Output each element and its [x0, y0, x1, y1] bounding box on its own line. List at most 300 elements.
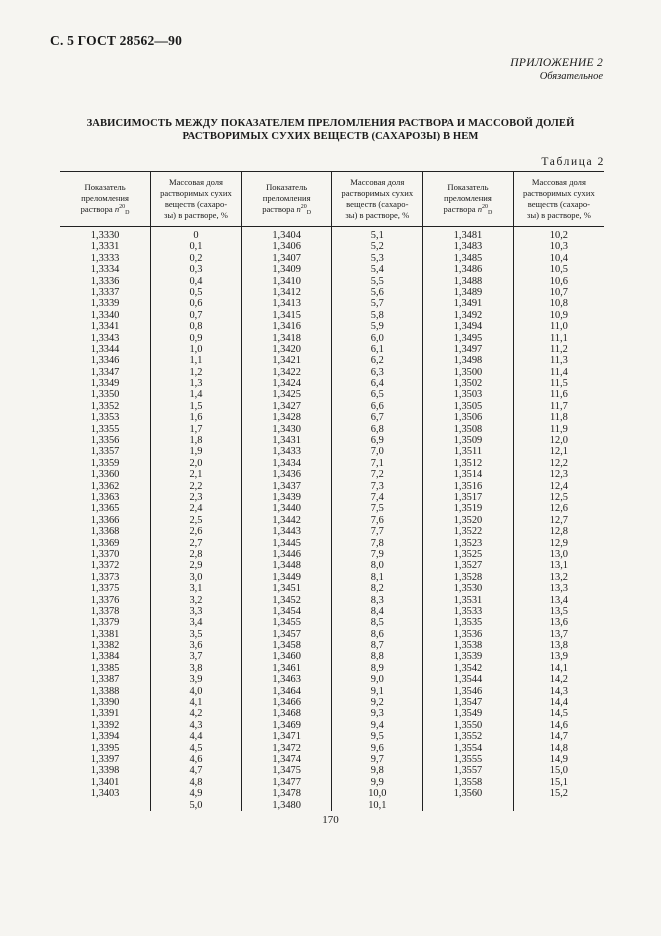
table-cell: 1,3508 — [453, 423, 483, 435]
header-text: зы) в растворе, % — [164, 210, 228, 220]
table-cell: 1,4 — [189, 389, 203, 401]
table-cell: 11,1 — [549, 332, 568, 344]
table-body-row — [60, 227, 604, 811]
table-cell: 1,3492 — [453, 309, 483, 321]
table-cell: 1,3413 — [272, 298, 301, 310]
table-cell: 4,6 — [189, 753, 203, 765]
table-cell: 7,1 — [370, 457, 384, 469]
table-cell: 14,3 — [549, 685, 568, 697]
table-cell: 3,0 — [189, 571, 203, 583]
table-cell: 2,8 — [189, 548, 203, 560]
table-cell: 10,4 — [549, 252, 568, 264]
table-cell: 11,3 — [549, 355, 568, 367]
table-cell: 4,0 — [189, 685, 203, 697]
table-cell: 1,3472 — [272, 742, 301, 754]
table-cell: 12,2 — [549, 457, 568, 469]
table-cell: 1,3415 — [272, 309, 301, 321]
table-cell: 1,3448 — [272, 560, 301, 572]
table-cell: 4,9 — [189, 788, 203, 800]
table-cell: 1,3486 — [453, 264, 483, 276]
table-cell: 11,6 — [549, 389, 568, 401]
appendix-label — [510, 57, 603, 83]
table-cell: 1,5 — [189, 400, 203, 412]
table-cell: 5,0 — [189, 799, 203, 811]
table-cell: 5,4 — [370, 264, 384, 276]
table-cell: 14,4 — [549, 697, 568, 709]
table-cell: 1,3546 — [453, 685, 483, 697]
table-cell: 6,2 — [370, 355, 384, 367]
table-cell: 1,3436 — [272, 469, 301, 481]
table-cell: 1,7 — [189, 423, 203, 435]
table-cell: 1,3403 — [90, 788, 120, 800]
table-cell: 1,3369 — [90, 537, 120, 549]
header-text: Показатель — [447, 181, 489, 192]
table-cell: 4,4 — [189, 731, 203, 743]
table-cell: 1,3352 — [90, 400, 120, 412]
table-cell: 1,3457 — [272, 628, 301, 640]
table-cell: 11,2 — [549, 343, 568, 355]
table-cell: 1,3430 — [272, 423, 301, 435]
table-cell: 1,3531 — [453, 594, 483, 606]
header-subscript: D — [488, 209, 493, 216]
table-cell: 8,2 — [370, 583, 384, 595]
table-cell: 1,3536 — [453, 628, 483, 640]
table-cell: 7,5 — [370, 503, 384, 515]
table-cell: 1,3445 — [272, 537, 301, 549]
table-cell: 3,8 — [189, 662, 203, 674]
table-cell: 1,3334 — [90, 264, 120, 276]
table-cell: 11,9 — [549, 423, 568, 435]
table-cell: 1,3485 — [453, 252, 483, 264]
table-cell: 2,1 — [189, 469, 203, 481]
table-cell: 10,9 — [549, 309, 568, 321]
table-cell: 1,3527 — [453, 560, 483, 572]
table-cell: 3,3 — [189, 605, 203, 617]
header-text: преломления — [262, 192, 311, 203]
table-cell: 1,3397 — [90, 753, 120, 765]
table-cell: 1,3449 — [272, 571, 301, 583]
table-cell: 13,0 — [549, 548, 568, 560]
refraction-table — [60, 171, 604, 811]
table-cell: 1,3533 — [453, 605, 483, 617]
table-cell: 15,0 — [549, 765, 568, 777]
table-cell: 13,8 — [549, 640, 568, 652]
table-cell: 2,4 — [189, 503, 203, 515]
table-cell: 4,8 — [189, 776, 203, 788]
table-cell: 14,8 — [549, 742, 568, 754]
table-cell: 4,2 — [189, 708, 203, 720]
table-cell: 0,7 — [189, 309, 203, 321]
table-cell: 1,6 — [189, 412, 203, 424]
table-cell: 1,3431 — [272, 435, 301, 447]
table-cell: 9,0 — [370, 674, 384, 686]
table-cell: 14,9 — [549, 753, 568, 765]
table-cell: 11,8 — [549, 412, 568, 424]
table-cell: 1,3466 — [272, 697, 301, 709]
table-cell: 7,6 — [370, 514, 384, 526]
table-cell: 1,3519 — [453, 503, 483, 515]
table-cell: 1,3446 — [272, 548, 301, 560]
table-cell: 9,4 — [370, 719, 384, 731]
table-cell: 3,9 — [189, 674, 203, 686]
table-cell: 1,3489 — [453, 286, 483, 298]
table-cell: 0 — [193, 230, 199, 241]
table-cell: 1,3469 — [272, 719, 301, 731]
table-cell: 1,3404 — [272, 230, 301, 241]
table-cell: 1,3421 — [272, 355, 301, 367]
table-cell: 1,9 — [189, 446, 203, 458]
table-cell: 1,3494 — [453, 321, 483, 333]
table-cell: 1,3359 — [90, 457, 120, 469]
table-cell: 13,6 — [549, 617, 568, 629]
table-cell: 1,3360 — [90, 469, 120, 481]
table-cell: 6,9 — [370, 435, 384, 447]
table-cell: 8,1 — [370, 571, 384, 583]
table-cell: 10,3 — [549, 241, 568, 253]
table-cell: 1,3357 — [90, 446, 120, 458]
table-cell: 9,8 — [370, 765, 384, 777]
table-cell: 1,3333 — [90, 252, 120, 264]
table-cell: 1,3401 — [90, 776, 120, 788]
table-cell: 1,3439 — [272, 491, 301, 503]
table-cell: 2,2 — [189, 480, 203, 492]
header-text: Массовая доля — [350, 177, 405, 187]
header-superscript: 20 — [482, 203, 489, 210]
table-cell: 1,3502 — [453, 378, 483, 390]
table-cell: 13,2 — [549, 571, 568, 583]
table-cell: 9,3 — [370, 708, 384, 720]
table-cell: 1,3339 — [90, 298, 120, 310]
table-cell: 9,1 — [370, 685, 384, 697]
table-cell: 14,7 — [549, 731, 568, 743]
table-cell: 8,7 — [370, 640, 384, 652]
header-symbol: n — [114, 203, 120, 214]
table-cell: 0,9 — [189, 332, 203, 344]
table-cell: 1,3454 — [272, 605, 301, 617]
table-cell: 10,1 — [368, 799, 387, 811]
page-number: 170 — [322, 814, 339, 826]
table-cell: 10,5 — [549, 264, 568, 276]
table-cell: 1,3385 — [90, 662, 120, 674]
table-cell: 6,0 — [370, 332, 384, 344]
table-cell: 0,3 — [189, 264, 203, 276]
table-cell: 1,3481 — [453, 230, 483, 241]
table-cell: 7,4 — [370, 491, 384, 503]
table-cell: 1,3428 — [272, 412, 301, 424]
table-cell: 1,3427 — [272, 400, 301, 412]
table-cell: 1,3523 — [453, 537, 483, 549]
table-cell: 7,9 — [370, 548, 384, 560]
table-cell: 8,3 — [370, 594, 384, 606]
header-text: растворимых сухих — [523, 188, 595, 198]
table-cell: 1,3343 — [90, 332, 120, 344]
table-cell: 1,3560 — [453, 788, 483, 800]
table-cell: 0,8 — [189, 321, 203, 333]
table-cell: 1,3474 — [272, 753, 301, 765]
table-cell: 1,3522 — [453, 526, 483, 538]
table-cell: 5,9 — [370, 321, 384, 333]
table-cell: 5,5 — [370, 275, 384, 287]
column-refraction-index — [241, 227, 332, 811]
table-cell: 1,3550 — [453, 719, 483, 731]
table-cell: 1,3331 — [90, 241, 120, 253]
table-cell: 1,3340 — [90, 309, 120, 321]
table-cell: 11,7 — [549, 400, 568, 412]
table-cell: 12,1 — [549, 446, 568, 458]
table-cell: 9,7 — [370, 753, 384, 765]
table-cell: 1,3535 — [453, 617, 483, 629]
table-cell: 6,1 — [370, 343, 384, 355]
table-cell: 1,3460 — [272, 651, 301, 663]
table-cell: 1,3544 — [453, 674, 483, 686]
table-cell: 1,3478 — [272, 788, 301, 800]
table-cell: 10,2 — [549, 230, 568, 241]
header-text: раствора — [443, 203, 476, 214]
table-cell: 12,3 — [549, 469, 568, 481]
table-cell: 9,5 — [370, 731, 384, 743]
header-symbol: n — [296, 203, 301, 214]
table-cell: 1,3395 — [90, 742, 120, 754]
table-cell: 1,3424 — [272, 378, 301, 390]
table-cell: 1,3362 — [90, 480, 120, 492]
table-cell: 1,3407 — [272, 252, 301, 264]
header-text: Массовая доля — [168, 177, 223, 187]
table-cell: 4,1 — [189, 697, 203, 709]
table-cell: 10,8 — [549, 298, 568, 310]
table-cell: 1,0 — [189, 343, 203, 355]
table-cell: 13,7 — [549, 628, 568, 640]
header-text: веществ (сахаро- — [527, 199, 591, 209]
table-cell: 12,5 — [549, 491, 568, 503]
table-cell: 1,3530 — [453, 583, 483, 595]
header-text: Показатель — [84, 181, 126, 192]
table-cell: 9,9 — [370, 776, 384, 788]
table-cell: 1,3381 — [90, 628, 120, 640]
table-cell: 3,7 — [189, 651, 203, 663]
table-cell: 6,3 — [370, 366, 384, 378]
table-cell: 1,3475 — [272, 765, 301, 777]
header-refraction-index — [423, 172, 514, 227]
table-cell: 1,3347 — [90, 366, 120, 378]
table-cell: 6,6 — [370, 400, 384, 412]
table-cell: 1,3468 — [272, 708, 301, 720]
table-cell: 14,1 — [549, 662, 568, 674]
table-cell: 1,3355 — [90, 423, 120, 435]
table-cell: 12,7 — [549, 514, 568, 526]
table-cell: 0,1 — [189, 241, 203, 253]
table-cell: 7,3 — [370, 480, 384, 492]
table-cell: 1,3514 — [453, 469, 483, 481]
table-cell: 13,1 — [549, 560, 568, 572]
table-cell: 1,3458 — [272, 640, 301, 652]
table-number-label: Таблица 2 — [541, 156, 605, 168]
table-cell: 1,3349 — [90, 378, 120, 390]
table-cell: 14,2 — [549, 674, 568, 686]
table-cell: 8,6 — [370, 628, 384, 640]
table-cell: 5,3 — [370, 252, 384, 264]
header-text: Показатель — [266, 181, 308, 192]
header-mass-fraction — [513, 172, 604, 227]
table-cell: 1,3455 — [272, 617, 301, 629]
table-cell: 13,3 — [549, 583, 568, 595]
header-subscript: D — [125, 209, 130, 216]
table-cell: 7,8 — [370, 537, 384, 549]
table-cell: 1,3375 — [90, 583, 120, 595]
table-title-line-2: РАСТВОРИМЫХ СУХИХ ВЕЩЕСТВ (САХАРОЗЫ) В НЕМ — [182, 131, 479, 142]
table-cell: 1,3503 — [453, 389, 483, 401]
table-cell: 1,3440 — [272, 503, 301, 515]
table-cell: 1,3542 — [453, 662, 483, 674]
table-cell: 1,3388 — [90, 685, 120, 697]
table-cell: 2,5 — [189, 514, 203, 526]
table-cell: 5,2 — [370, 241, 384, 253]
table-cell: 12,6 — [549, 503, 568, 515]
table-cell: 11,5 — [549, 378, 568, 390]
table-cell: 1,3549 — [453, 708, 483, 720]
table-cell: 4,7 — [189, 765, 203, 777]
table-cell: 1,3554 — [453, 742, 483, 754]
table-cell: 1,3506 — [453, 412, 483, 424]
table-cell: 3,6 — [189, 640, 203, 652]
header-refraction-index — [60, 172, 151, 227]
table-cell: 10,7 — [549, 286, 568, 298]
table-cell: 9,2 — [370, 697, 384, 709]
table-cell: 1,3555 — [453, 753, 483, 765]
table-cell: 1,3418 — [272, 332, 301, 344]
table-cell: 3,4 — [189, 617, 203, 629]
table-cell: 1,3376 — [90, 594, 120, 606]
table-cell: 1,3398 — [90, 765, 120, 777]
header-text: растворимых сухих — [341, 188, 414, 198]
table-cell: 1,3392 — [90, 719, 120, 731]
table-cell: 1,3461 — [272, 662, 301, 674]
table-cell: 5,8 — [370, 309, 384, 321]
header-mass-fraction — [332, 172, 423, 227]
table-cell: 1,3368 — [90, 526, 120, 538]
table-cell: 1,3520 — [453, 514, 483, 526]
table-cell: 1,3365 — [90, 503, 120, 515]
table-cell: 2,6 — [189, 526, 203, 538]
table-cell: 1,3366 — [90, 514, 120, 526]
column-mass-fraction — [513, 227, 604, 811]
table-cell: 1,2 — [189, 366, 203, 378]
table-cell: 1,3452 — [272, 594, 301, 606]
table-cell: 1,3557 — [453, 765, 483, 777]
table-cell: 13,5 — [549, 605, 568, 617]
table-cell: 12,9 — [549, 537, 568, 549]
table-cell: 6,4 — [370, 378, 384, 390]
table-cell: 9,6 — [370, 742, 384, 754]
table-cell: 1,3337 — [90, 286, 120, 298]
table-cell: 1,3390 — [90, 697, 120, 709]
table-cell: 1,3558 — [453, 776, 483, 788]
table-cell: 11,0 — [549, 321, 568, 333]
header-text: раствора — [80, 203, 113, 214]
table-cell: 1,3464 — [272, 685, 301, 697]
header-superscript: 20 — [119, 203, 126, 210]
table-cell: 3,5 — [189, 628, 203, 640]
table-cell: 1,3422 — [272, 366, 301, 378]
table-cell: 1,3346 — [90, 355, 120, 367]
header-text: Массовая доля — [531, 177, 586, 187]
table-cell: 1,3350 — [90, 389, 120, 401]
table-cell: 1,3420 — [272, 343, 301, 355]
table-title-line-1: ЗАВИСИМОСТЬ МЕЖДУ ПОКАЗАТЕЛЕМ ПРЕЛОМЛЕНИЯ РАСТВОРА И МАССОВОЙ ДОЛЕЙ — [86, 118, 575, 129]
table-cell: 1,3480 — [272, 799, 301, 811]
table-cell: 1,3382 — [90, 640, 120, 652]
table-cell: 8,4 — [370, 605, 384, 617]
table-cell: 2,9 — [189, 560, 203, 572]
table-cell: 13,4 — [549, 594, 568, 606]
table-cell: 1,3538 — [453, 640, 483, 652]
table-cell: 1,3434 — [272, 457, 301, 469]
table-cell: 1,3491 — [453, 298, 483, 310]
table-cell: 1,3372 — [90, 560, 120, 572]
table-cell: 0,6 — [189, 298, 203, 310]
table-title — [60, 117, 601, 143]
table-cell: 13,9 — [549, 651, 568, 663]
header-refraction-index — [241, 172, 332, 227]
column-refraction-index — [60, 227, 151, 811]
table-cell: 1,3353 — [90, 412, 120, 424]
header-text: преломления — [81, 192, 129, 203]
table-cell: 1,3330 — [90, 230, 120, 241]
table-cell: 1,3344 — [90, 343, 120, 355]
table-header-row — [60, 172, 604, 227]
table-cell: 15,2 — [549, 788, 568, 800]
table-cell: 4,5 — [189, 742, 203, 754]
table-cell: 1,3451 — [272, 583, 301, 595]
table-cell: 1,3509 — [453, 435, 483, 447]
table-cell: 3,2 — [189, 594, 203, 606]
table-cell: 1,3497 — [453, 343, 483, 355]
table-cell: 1,3341 — [90, 321, 120, 333]
table-cell: 8,0 — [370, 560, 384, 572]
table-cell: 0,5 — [189, 286, 203, 298]
header-mass-fraction — [151, 172, 242, 227]
table-cell: 4,3 — [189, 719, 203, 731]
header-text: раствора — [262, 203, 295, 214]
table-cell: 1,3471 — [272, 731, 301, 743]
table-cell: 12,4 — [549, 480, 568, 492]
table-cell: 6,7 — [370, 412, 384, 424]
table-cell: 0,4 — [189, 275, 203, 287]
table-cell: 1,3363 — [90, 491, 120, 503]
table-cell: 3,1 — [189, 583, 203, 595]
table-cell: 0,2 — [189, 252, 203, 264]
header-text: растворимых сухих — [160, 188, 232, 198]
table-cell: 1,3505 — [453, 400, 483, 412]
table-cell: 1,3488 — [453, 275, 483, 287]
table-cell: 1,3433 — [272, 446, 301, 458]
header-text: зы) в растворе, % — [345, 210, 410, 220]
table-cell: 7,2 — [370, 469, 384, 481]
table-cell: 1,3483 — [453, 241, 483, 253]
table-cell: 7,0 — [370, 446, 384, 458]
table-cell: 1,3539 — [453, 651, 483, 663]
table-cell: 2,3 — [189, 491, 203, 503]
table-cell: 8,8 — [370, 651, 384, 663]
table-cell: 10,6 — [549, 275, 568, 287]
table-cell: 7,7 — [370, 526, 384, 538]
table-cell: 1,3406 — [272, 241, 301, 253]
header-subscript: D — [306, 209, 312, 216]
table-cell: 2,0 — [189, 457, 203, 469]
table-cell: 5,1 — [370, 230, 384, 241]
table-cell: 1,3525 — [453, 548, 483, 560]
table-cell: 1,3443 — [272, 526, 301, 538]
table-cell: 1,3437 — [272, 480, 301, 492]
